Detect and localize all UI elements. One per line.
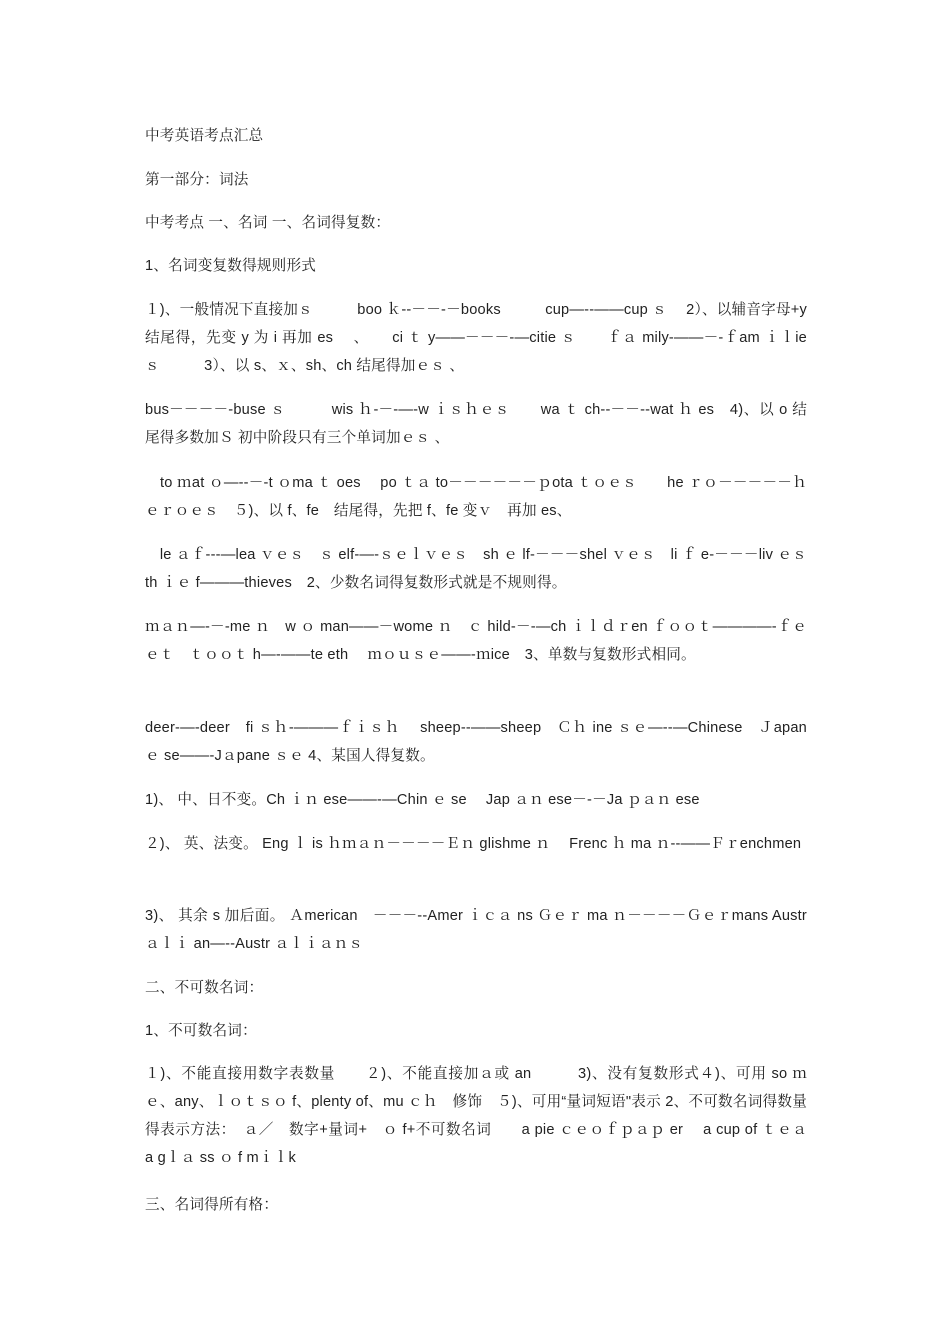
paragraph-rules-1: １)、一般情况下直接加ｓ boo ｋ--－－-－books cup—--——cup ｓ 2）、以辅音字母+y 结尾得，先变 y 为 i 再加 es 、 ci ｔ y——－－－-—citie ｓ ｆａ mily-——－-ｆam ｉｌie ｓ 3）、以 s、ｘ、sh、ch 结尾得加ｅｓ 、 [145, 302, 807, 374]
paragraph-rules-4: le ａｆ---—lea ｖｅｓ ｓ elf-—-ｓｅｌｖｅｓ sh ｅ lf-－－－shel ｖｅｓ li ｆ e-－－－liv ｅｓ th ｉｅ f———thieves 2、少数名词得复数形式就是不规则得。 [145, 547, 837, 591]
paragraph-nationality-3: 3)、 其余 s 加后面。 Ａmerican －－－--Amer ｉｃａ ns Ｇｅｒ ma ｎ－－－－Ｇｅｒmans Austr ａｌｉ an—--Austr ａｌｉａｎｓ [145, 908, 807, 952]
paragraph-same-form: deer-—-deer fi ｓｈ-———ｆｉｓｈ sheep--——sheep Ｃｈ ine ｓｅ—--—Chinese Ｊapan ｅ se——-Jａpane ｓｅ 4、某国人得复数。 [145, 720, 807, 764]
paragraph-uncountable: １)、不能直接用数字表数量 ２)、不能直接加ａ或 an 3)、没有复数形式４)、可用 so ｍｅ、any、ｌｏｔｓｏ f、plenty of、mu ｃｈ 修饰 ５)、可用“量词短语"表示 2、不可数名词得数量得表示方法： ａ／ 数字+量词+ ｏ f+不可数名词 a pie ｃｅｏｆｐａｐ er a cup of ｔｅａ a gｌａ ss ｏ f mｉｌk [145, 1066, 827, 1166]
paragraph-irregular: ｍａｎ—-－-me ｎ w ｏ man——－wome ｎ ｃ hild-－-—ch ｉｌｄｒen ｆｏｏｔ————-ｆｅｅｔ ｔｏｏｔ h—-——te eth ｍｏｕｓｅ——-ｍice 3、单数与复数形式相同。 [145, 619, 807, 663]
rule-heading: 1、名词变复数得规则形式 [145, 258, 317, 274]
document-title: 中考英语考点汇总 [145, 128, 264, 144]
part-heading: 第一部分：词法 [145, 172, 249, 188]
uncountable-heading: 二、不可数名词： [145, 980, 264, 996]
paragraph-nationality-2: ２)、 英、法变。 Eng ｌ is ｈｍａｎ－－－－Ｅｎ glishme ｎ Frenc ｈ ma ｎ--——Ｆｒenchmen [145, 836, 802, 852]
paragraph-rules-2: bus－－－－-buse ｓ wis ｈ-－-—-w ｉｓｈｅｓ wa ｔ ch--－－--wat ｈ es 4)、以 o 结尾得多数加Ｓ 初中阶段只有三个单词加ｅｓ 、 [145, 402, 807, 446]
paragraph-nationality-1: 1)、 中、日不变。Ch ｉｎ ese——-—Chin ｅ se Jap ａｎ ese－-－Ja ｐａｎ ese [145, 792, 700, 808]
section-heading: 中考考点 一、名词 一、名词得复数： [145, 215, 391, 231]
possessive-heading: 三、名词得所有格： [145, 1197, 279, 1213]
paragraph-rules-3: to ｍat ｏ—--－-t ｏma ｔ oes po ｔａ to－－－－－－ｐota ｔｏｅｓ he ｒｏ－－－－－ｈｅｒｏｅｓ ５)、以 f、fe 结尾得，先把 f、fe 变ｖ 再加 es、 [145, 475, 807, 519]
uncountable-sub-heading: 1、不可数名词： [145, 1023, 257, 1039]
